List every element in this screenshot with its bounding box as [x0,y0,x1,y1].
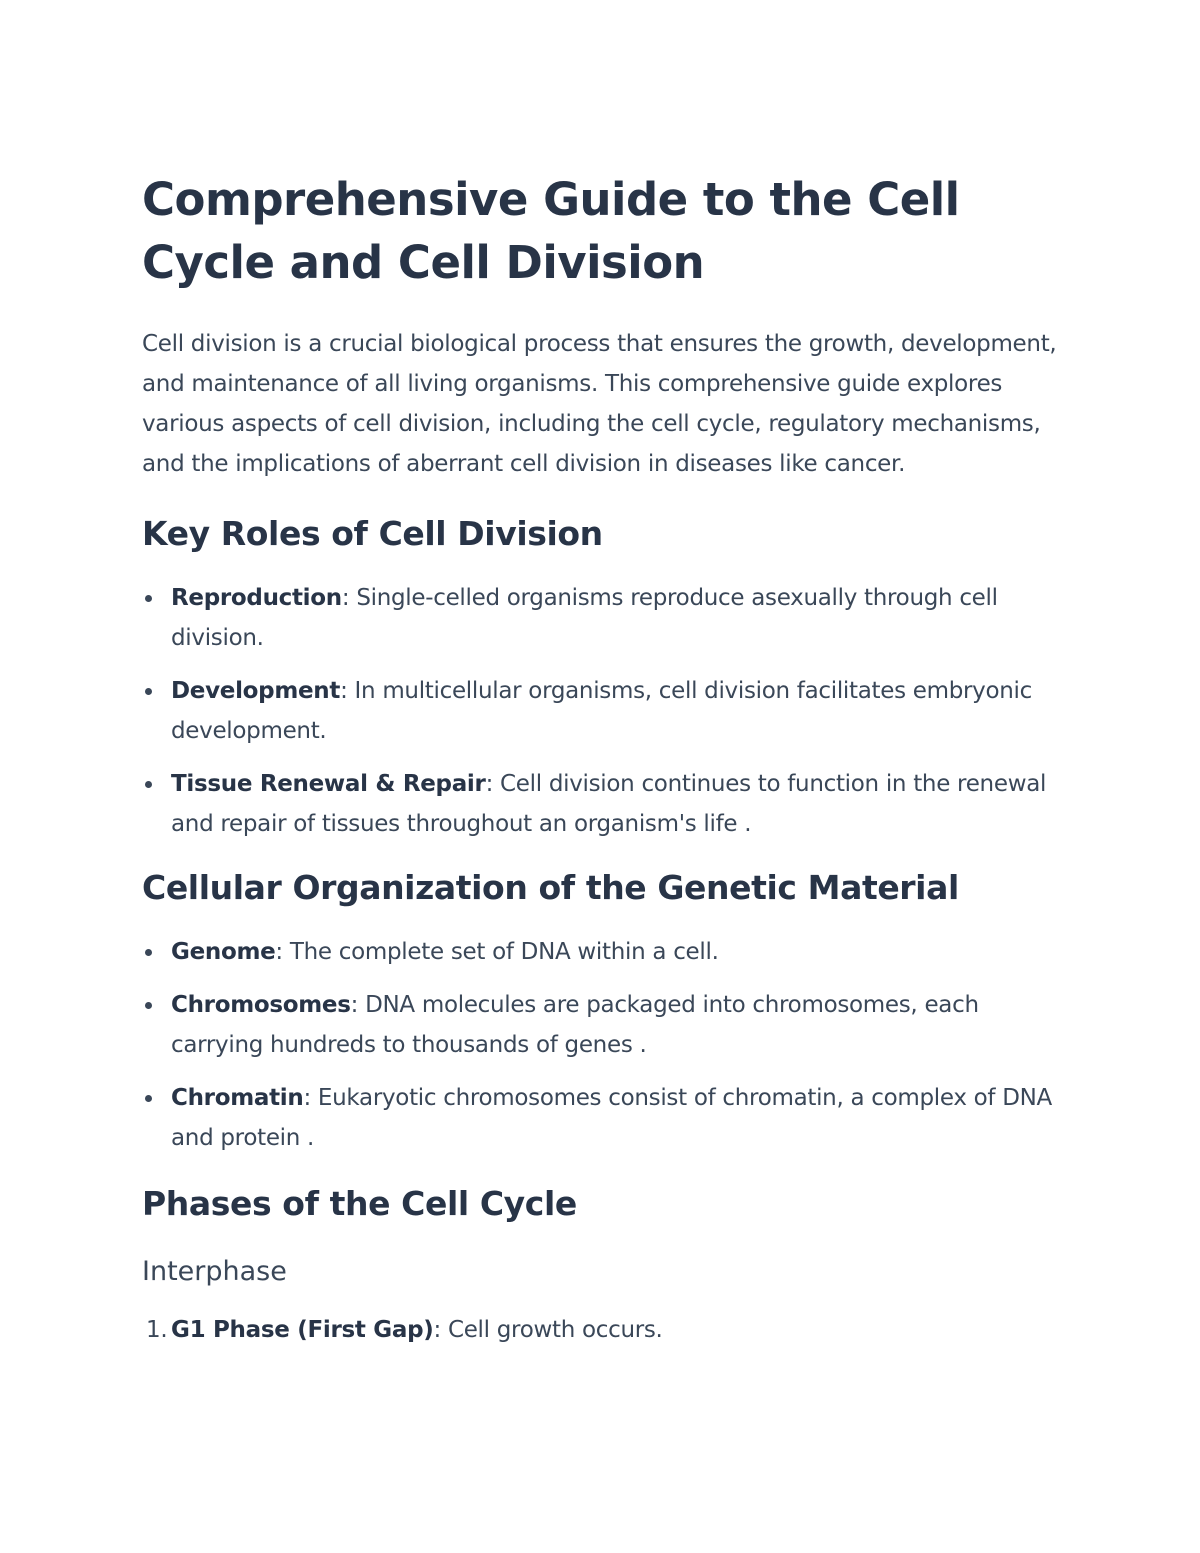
interphase-list [142,1310,1060,1350]
list-item-term: Chromatin [171,1085,304,1111]
list-item-separator: : [341,585,357,611]
list-item-term: Chromosomes [171,992,351,1018]
bullet-icon [145,595,152,602]
list-item [142,578,1060,658]
list-item [142,764,1060,844]
page-title: Comprehensive Guide to the Cell Cycle and Cell Division [142,173,960,289]
list-item [142,985,1060,1065]
key-roles-list [142,578,1060,844]
bullet-icon [145,688,152,695]
list-item-separator: : [350,992,366,1018]
list-item-separator: : [303,1085,318,1111]
genetic-material-list [142,932,1060,1158]
list-item [142,932,1060,972]
list-item-term: G1 Phase (First Gap) [171,1317,434,1343]
list-item-text: Cell division continues to function in the renewal and repair of tissues throughout an organism's life . [171,771,1047,837]
list-item-separator: : [485,771,501,797]
list-item-term: Genome [171,939,276,965]
list-item-term: Tissue Renewal & Repair [171,771,486,797]
list-item-text: DNA molecules are packaged into chromosomes, each carrying hundreds to thousands of genes . [171,992,979,1058]
bullet-icon [145,949,152,956]
list-item-term: Reproduction [171,585,342,611]
section-heading-genetic-material: Cellular Organization of the Genetic Material [142,868,959,907]
list-item-text: Cell growth occurs. [447,1317,663,1343]
section-heading-phases: Phases of the Cell Cycle [142,1184,577,1223]
list-item [142,671,1060,751]
subsection-heading-interphase: Interphase [142,1256,287,1287]
list-item-text: The complete set of DNA within a cell. [289,939,719,965]
bullet-icon [145,781,152,788]
list-item-separator: : [433,1317,448,1343]
list-item [142,1310,1060,1350]
intro-paragraph: Cell division is a crucial biological process that ensures the growth, development, and maintenance of all living organisms. This comprehensive guide explores various aspects of cell division, including the cell cycle, regulatory mechanisms, and the implications of aberrant cell division in diseases like cancer. [142,331,1057,477]
list-item-separator: : [340,678,355,704]
list-item [142,1078,1060,1158]
list-item-number: 1. [146,1317,168,1343]
list-item-separator: : [275,939,290,965]
list-item-term: Development [171,678,341,704]
bullet-icon [145,1002,152,1009]
section-heading-key-roles: Key Roles of Cell Division [142,514,603,553]
bullet-icon [145,1095,152,1102]
list-item-text: In multicellular organisms, cell division facilitates embryonic development. [171,678,1032,744]
list-item-text: Single-celled organisms reproduce asexually through cell division. [171,585,998,651]
list-item-text: Eukaryotic chromosomes consist of chromatin, a complex of DNA and protein . [171,1085,1052,1151]
